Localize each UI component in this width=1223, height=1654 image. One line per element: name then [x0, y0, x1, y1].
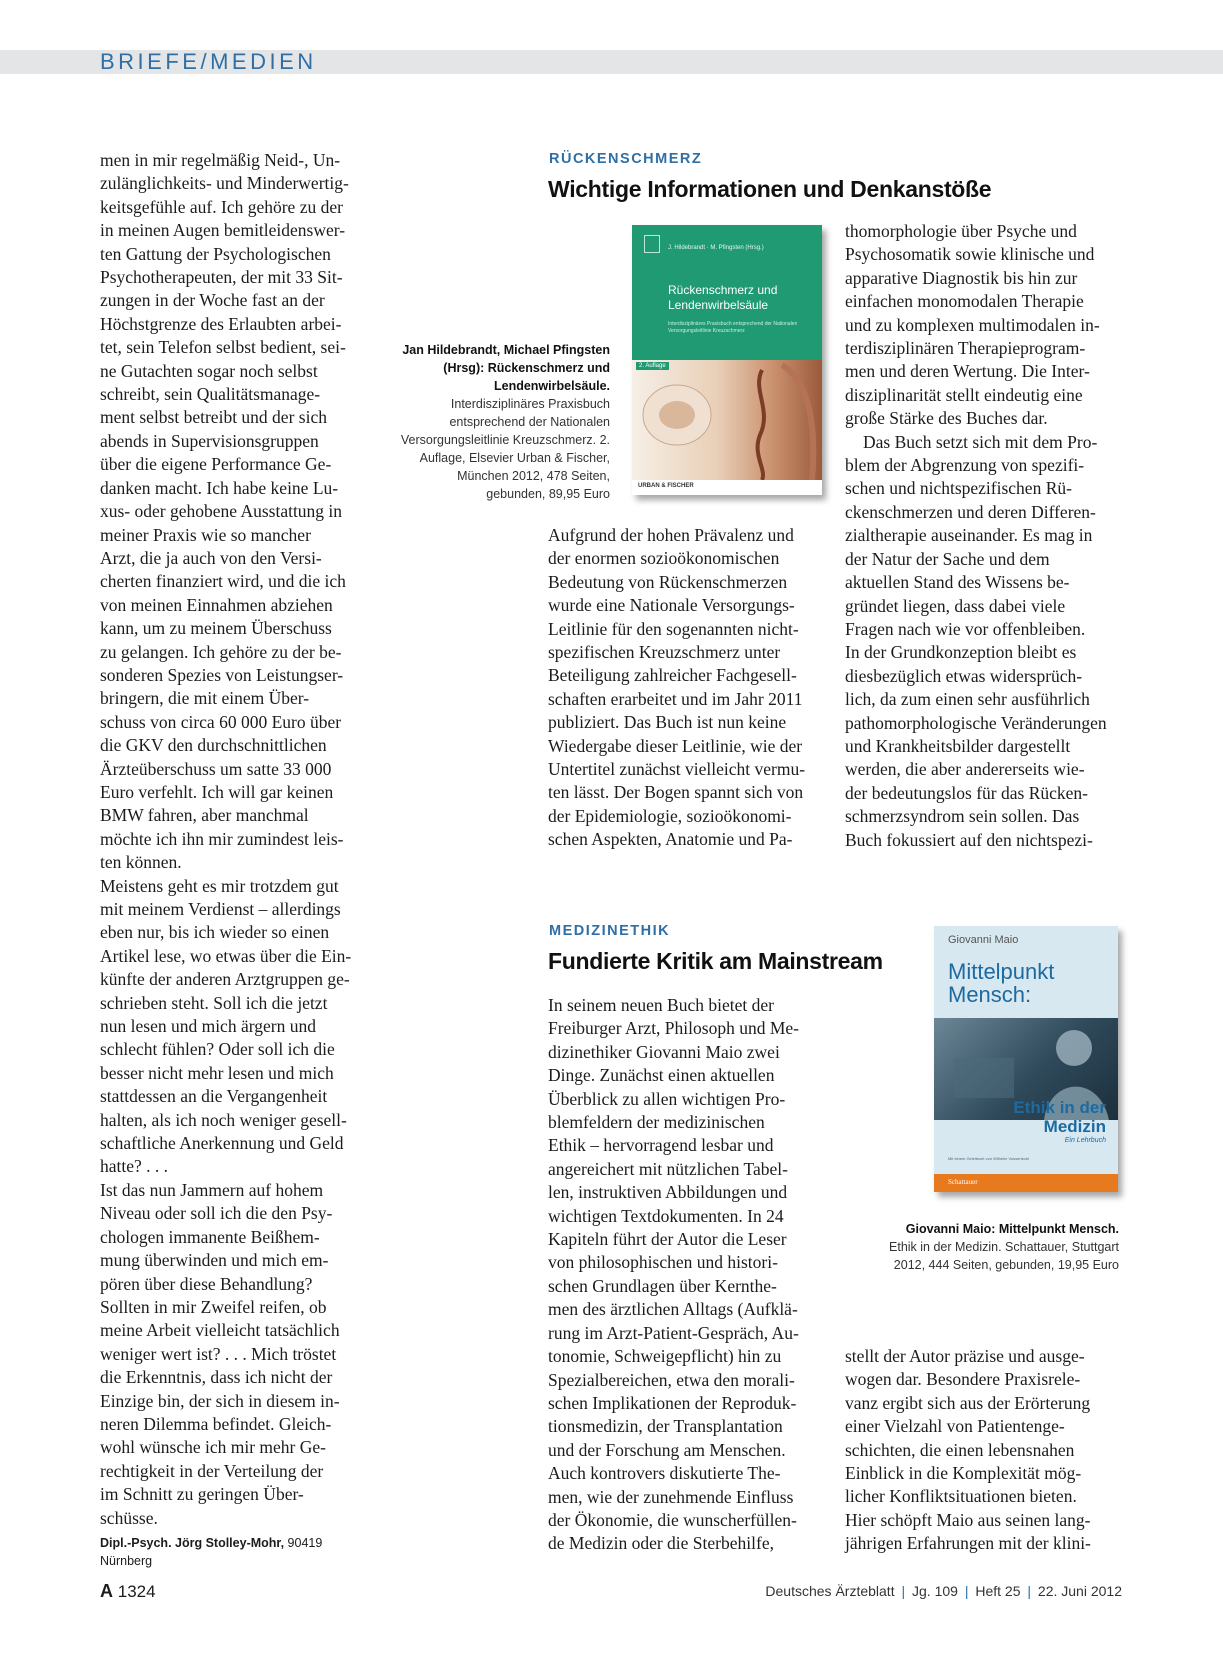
text-line: schaftliche Anerkennung und Geld: [100, 1133, 344, 1154]
text-line: große Stärke des Buches dar.: [845, 408, 1048, 429]
text-line: rung im Arzt-Patient-Gespräch, Au-: [548, 1322, 799, 1343]
text-line: spezifischen Kreuzschmerz unter: [548, 642, 781, 663]
text-line: von meinen Einnahmen abziehen: [100, 594, 333, 615]
text-line: zungen in der Woche fast an der: [100, 290, 325, 311]
text-line: angereichert mit nützlichen Tabel-: [548, 1158, 788, 1179]
text-line: der Ökonomie, die wunscherfüllen-: [548, 1509, 797, 1530]
text-line: Untertitel zunächst vielleicht vermu-: [548, 759, 806, 780]
text-line: Das Buch setzt sich mit dem Pro-: [863, 431, 1098, 452]
text-line: licher Konfliktsituationen bieten.: [845, 1486, 1077, 1507]
letter-signature: [100, 1534, 376, 1570]
journal-name: Deutsches Ärzteblatt: [765, 1583, 895, 1599]
text-line: ment selbst betreibt und der sich: [100, 407, 327, 428]
review1-text-col1: [548, 524, 821, 852]
text-line: nun lesen und mich ärgern und: [100, 1016, 316, 1037]
text-line: Psychosomatik sowie klinische und: [845, 244, 1095, 265]
text-line: schuss von circa 60 000 Euro über: [100, 711, 342, 732]
cover-spine-image: [632, 360, 822, 480]
text-line: über die eigene Performance Ge-: [100, 454, 332, 475]
text-line: keitsgefühle auf. Ich gehöre zu der: [100, 196, 343, 217]
review1-kicker: RÜCKENSCHMERZ: [549, 151, 703, 167]
text-line: Hier schöpft Maio aus seinen lang-: [845, 1509, 1091, 1530]
text-line: weniger wert ist? . . . Mich tröstet: [100, 1343, 337, 1364]
text-line: und Krankheitsbilder dargestellt: [845, 735, 1071, 756]
review1-caption-title: Jan Hildebrandt, Michael Pfingsten (Hrsg): Rückenschmerz und Lendenwirbelsäule.: [402, 343, 610, 393]
text-line: pören über diese Behandlung?: [100, 1273, 313, 1294]
text-line: abends in Supervisionsgruppen: [100, 430, 319, 451]
review1-headline: Wichtige Informationen und Denkanstöße: [548, 176, 992, 202]
text-line: xus- oder gehobene Ausstattung in: [100, 501, 343, 522]
text-line: eben nur, bis ich wieder so einen: [100, 922, 330, 943]
text-line: mit meinem Verdienst – allerdings: [100, 899, 341, 919]
text-line: stattdessen an die Vergangenheit: [100, 1086, 328, 1107]
text-line: wohl wünsche ich mir mehr Ge-: [100, 1437, 326, 1458]
text-line: Dinge. Zunächst einen aktuellen: [548, 1065, 775, 1086]
text-line: ten lässt. Der Bogen spannt sich von: [548, 782, 804, 803]
review2-text-col1: [548, 994, 821, 1556]
text-line: Arzt, die ja auch von den Versi-: [100, 547, 322, 568]
review2-headline: Fundierte Kritik am Mainstream: [548, 948, 883, 974]
section-label: BRIEFE/MEDIEN: [100, 49, 317, 74]
text-line: diesbezüglich etwas widersprüch-: [845, 665, 1083, 686]
text-line: schreibt, sein Qualitätsmanage-: [100, 384, 321, 405]
journal-info: [765, 1583, 1122, 1599]
text-line: Meistens geht es mir trotzdem gut: [100, 875, 339, 896]
text-line: tet, sein Telefon selbst bedient, sei-: [100, 337, 346, 358]
text-line: men in mir regelmäßig Neid-, Un-: [100, 150, 341, 170]
text-line: besser nicht mehr lesen und mich: [100, 1062, 334, 1083]
text-line: zu gelangen. Ich gehöre zu der be-: [100, 641, 342, 662]
text-line: mung überwinden und mich em-: [100, 1250, 329, 1271]
cover-publisher: URBAN & FISCHER: [638, 483, 694, 489]
text-line: lich, da zum einen sehr ausführlich: [845, 689, 1090, 710]
review2-kicker: MEDIZINETHIK: [549, 923, 671, 939]
cover2-foreword: Mit einem Geleitwort von Wilhelm Vossenkuhl: [948, 1156, 1029, 1161]
text-line: zialtherapie auseinander. Es mag in: [845, 525, 1093, 546]
text-line: chologen immanente Beißhem-: [100, 1226, 320, 1247]
text-line: neren Dilemma befindet. Gleich-: [100, 1413, 332, 1434]
text-line: meine Arbeit vielleicht tatsächlich: [100, 1320, 340, 1341]
text-line: men des ärztlichen Alltags (Aufklä-: [548, 1299, 798, 1320]
text-line: terdisziplinären Therapieprogram-: [845, 338, 1086, 359]
cover2-sub-small: Ein Lehrbuch: [1064, 1137, 1106, 1144]
book-cover-mittelpunkt-mensch: [934, 926, 1118, 1192]
review1-body-col2: [845, 220, 1118, 852]
review2-body-col2: [845, 1345, 1118, 1556]
text-line: halten, als ich noch weniger gesell-: [100, 1109, 347, 1130]
cover-edition: 2. Auflage: [636, 362, 669, 370]
cover-authors: J. Hildebrandt · M. Pfingsten (Hrsg.): [668, 245, 764, 251]
text-line: einer Vielzahl von Patientenge-: [845, 1416, 1065, 1437]
cover-title-line2: Lendenwirbelsäule: [668, 298, 769, 312]
text-line: kann, um zu meinem Überschuss: [100, 618, 332, 639]
text-line: tonomie, Schweigepflicht) hin zu: [548, 1346, 782, 1367]
text-line: Psychotherapeuten, der mit 33 Sit-: [100, 267, 343, 288]
cover-publisher-bar: [632, 480, 822, 495]
text-line: möchte ich ihn mir zumindest leis-: [100, 828, 344, 849]
review1-body-col1: [548, 524, 821, 852]
publisher-logo-icon: [644, 235, 660, 253]
text-line: schen Implikationen der Reproduk-: [548, 1392, 797, 1413]
text-line: Höchstgrenze des Erlaubten arbei-: [100, 313, 342, 334]
text-line: disziplinarität stellt eindeutig eine: [845, 384, 1083, 405]
text-line: thomorphologie über Psyche und: [845, 221, 1077, 241]
text-line: und der Forschung am Menschen.: [548, 1439, 786, 1460]
text-line: pathomorphologische Veränderungen: [845, 712, 1107, 733]
review1-caption-details: Interdisziplinäres Praxisbuch entsprechend der Nationalen Versorgungsleitlinie Kreuzschmerz. 2. Auflage, Elsevier Urban & Fischer, München 2012, 478 Seiten, gebunden, 89,95 Euro: [400, 397, 610, 501]
text-line: der Natur der Sache und dem: [845, 548, 1050, 569]
cover2-author: Giovanni Maio: [948, 934, 1019, 946]
review2-caption-title: Giovanni Maio: Mittelpunkt Mensch.: [905, 1222, 1119, 1236]
text-line: Leitlinie für den sogenannten nicht-: [548, 618, 799, 639]
text-line: wogen dar. Besondere Praxisrele-: [845, 1369, 1081, 1390]
text-line: apparative Diagnostik bis hin zur: [845, 267, 1078, 288]
review2-caption-details: Ethik in der Medizin. Schattauer, Stuttgart 2012, 444 Seiten, gebunden, 19,95 Euro: [889, 1240, 1119, 1272]
text-line: Auch kontrovers diskutierte The-: [548, 1463, 781, 1484]
text-line: men und deren Wertung. Die Inter-: [845, 361, 1090, 382]
text-line: BMW fahren, aber manchmal: [100, 805, 309, 826]
cover2-sub-line1: Ethik in der: [1013, 1098, 1106, 1117]
cover-title-line1: Rückenschmerz und: [668, 283, 778, 297]
separator: |: [1027, 1583, 1032, 1599]
text-line: Einblick in die Komplexität mög-: [845, 1463, 1082, 1484]
review1-caption: [398, 341, 610, 503]
text-line: der Epidemiologie, sozioökonomi-: [548, 805, 792, 826]
cover2-publisher: Schattauer: [948, 1178, 978, 1186]
text-line: tionsmedizin, der Transplantation: [548, 1416, 783, 1437]
cover2-title-line2: Mensch:: [948, 982, 1032, 1007]
text-line: gründet liegen, dass dabei viele: [845, 595, 1066, 616]
text-line: schlecht fühlen? Oder soll ich die: [100, 1039, 335, 1060]
text-line: Buch fokussiert auf den nichtspezi-: [845, 829, 1093, 850]
text-line: Sollten in mir Zweifel reifen, ob: [100, 1296, 327, 1317]
review2-text-col2: [845, 1345, 1118, 1556]
text-line: aktuellen Stand des Wissens be-: [845, 572, 1070, 593]
text-line: Bedeutung von Rückenschmerzen: [548, 571, 788, 592]
spine-illustration-icon: [632, 360, 822, 480]
text-line: schen Aspekten, Anatomie und Pa-: [548, 829, 793, 850]
text-line: In der Grundkonzeption bleibt es: [845, 642, 1077, 663]
letter-author-place: 90419 Nürnberg: [100, 1535, 323, 1568]
text-line: vanz ergibt sich aus der Erörterung: [845, 1392, 1091, 1413]
text-line: blem der Abgrenzung von spezifi-: [845, 455, 1085, 476]
journal-issue: Heft 25: [975, 1583, 1021, 1599]
text-line: schmerzsyndrom sein sollen. Das: [845, 806, 1080, 827]
text-line: meiner Praxis wie so mancher: [100, 524, 311, 545]
text-line: die Erkenntnis, dass ich nicht der: [100, 1367, 333, 1388]
text-line: Niveau oder soll ich die den Psy-: [100, 1203, 333, 1224]
text-line: Überblick zu allen wichtigen Pro-: [548, 1088, 786, 1109]
text-line: publiziert. Das Buch ist nun keine: [548, 712, 787, 733]
text-line: rechtigkeit in der Verteilung der: [100, 1460, 324, 1481]
text-line: zulänglichkeits- und Minderwertig-: [100, 173, 349, 194]
separator: |: [901, 1583, 906, 1599]
review2-body-col1: [548, 994, 821, 1556]
journal-volume: Jg. 109: [912, 1583, 958, 1599]
text-line: ne Gutachten sogar noch selbst: [100, 360, 318, 381]
text-line: schen und nichtspezifischen Rü-: [845, 478, 1072, 499]
text-line: men, wie der zunehmende Einfluss: [548, 1486, 794, 1507]
text-line: Freiburger Arzt, Philosoph und Me-: [548, 1018, 799, 1039]
text-line: der enormen sozioökonomischen: [548, 548, 780, 569]
cover2-subtitle: [1013, 1098, 1106, 1146]
text-line: schrieben steht. Soll ich die jetzt: [100, 992, 328, 1013]
cover2-publisher-bar: [934, 1174, 1118, 1192]
text-line: hatte? . . .: [100, 1156, 169, 1177]
text-line: schaften erarbeitet und im Jahr 2011: [548, 688, 803, 709]
review1-text-col2: [845, 220, 1118, 852]
text-line: schichten, die einen lebensnahen: [845, 1439, 1075, 1460]
book-cover-rueckenschmerz: [632, 225, 822, 495]
text-line: bringern, die mit einem Über-: [100, 688, 310, 709]
letter-column: [100, 149, 376, 1570]
text-line: werden, die aber andererseits wie-: [845, 759, 1085, 780]
text-line: cherten finanziert wird, und die ich: [100, 571, 346, 592]
text-line: Beteiligung zahlreicher Fachgesell-: [548, 665, 797, 686]
cover-subtitle: Interdisziplinäres Praxisbuch entsprechend der Nationalen Versorgungsleitlinie Kreuzschmerz: [668, 321, 798, 334]
text-line: künfte der anderen Arztgruppen ge-: [100, 969, 350, 990]
text-line: Wiedergabe dieser Leitlinie, wie der: [548, 735, 803, 756]
text-line: danken macht. Ich habe keine Lu-: [100, 477, 339, 498]
text-line: dizinethiker Giovanni Maio zwei: [548, 1041, 780, 1062]
text-line: stellt der Autor präzise und ausge-: [845, 1346, 1085, 1366]
separator: |: [964, 1583, 969, 1599]
page-prefix: A: [100, 1581, 113, 1601]
text-line: len, instruktiven Abbildungen und: [548, 1182, 788, 1203]
cover2-title: [948, 960, 1054, 1006]
cover2-sub-line2: Medizin: [1043, 1117, 1106, 1136]
text-line: In seinem neuen Buch bietet der: [548, 995, 774, 1015]
text-line: die GKV den durchschnittlichen: [100, 735, 327, 756]
text-line: ten können.: [100, 852, 182, 873]
text-line: einfachen monomodalen Therapie: [845, 291, 1084, 312]
text-line: Ethik – hervorragend lesbar und: [548, 1135, 774, 1156]
text-line: Ärzteüberschuss um satte 33 000: [100, 758, 332, 779]
text-line: schüsse.: [100, 1507, 158, 1528]
text-line: Artikel lese, wo etwas über die Ein-: [100, 945, 352, 966]
text-line: Fragen nach wie vor offenbleiben.: [845, 618, 1086, 639]
page-number: [100, 1581, 156, 1602]
text-line: in meinen Augen bemitleidenswer-: [100, 220, 346, 241]
cover2-title-line1: Mittelpunkt: [948, 959, 1055, 984]
letter-author-name: Dipl.-Psych. Jörg Stolley-Mohr,: [100, 1535, 285, 1550]
text-line: Aufgrund der hohen Prävalenz und: [548, 525, 794, 545]
text-line: blemfeldern der medizinischen: [548, 1112, 765, 1133]
text-line: der bedeutungslos für das Rücken-: [845, 782, 1088, 803]
text-line: und zu komplexen multimodalen in-: [845, 314, 1100, 335]
journal-date: 22. Juni 2012: [1037, 1583, 1122, 1599]
page-number-value: 1324: [117, 1582, 156, 1601]
text-line: wurde eine Nationale Versorgungs-: [548, 595, 795, 616]
text-line: ckenschmerzen und deren Differen-: [845, 501, 1096, 522]
text-line: de Medizin oder die Sterbehilfe,: [548, 1533, 774, 1554]
text-line: von philosophischen und histori-: [548, 1252, 778, 1273]
cover-title: [668, 283, 777, 313]
text-line: Kapiteln führt der Autor die Leser: [548, 1229, 787, 1250]
text-line: wichtigen Textdokumenten. In 24: [548, 1205, 784, 1226]
letter-text: [100, 149, 376, 1530]
text-line: jährigen Erfahrungen mit der klini-: [845, 1533, 1091, 1554]
text-line: sonderen Spezies von Leistungser-: [100, 664, 344, 685]
text-line: Euro verfehlt. Ich will gar keinen: [100, 781, 334, 802]
text-line: ten Gattung der Psychologischen: [100, 243, 331, 264]
text-line: Ist das nun Jammern auf hohem: [100, 1179, 324, 1200]
review2-caption: [860, 1220, 1119, 1274]
text-line: schen Grundlagen über Kernthe-: [548, 1275, 777, 1296]
text-line: im Schnitt zu geringen Über-: [100, 1484, 304, 1505]
text-line: Spezialbereichen, etwa den morali-: [548, 1369, 795, 1390]
text-line: Einzige bin, der sich in diesem in-: [100, 1390, 340, 1411]
